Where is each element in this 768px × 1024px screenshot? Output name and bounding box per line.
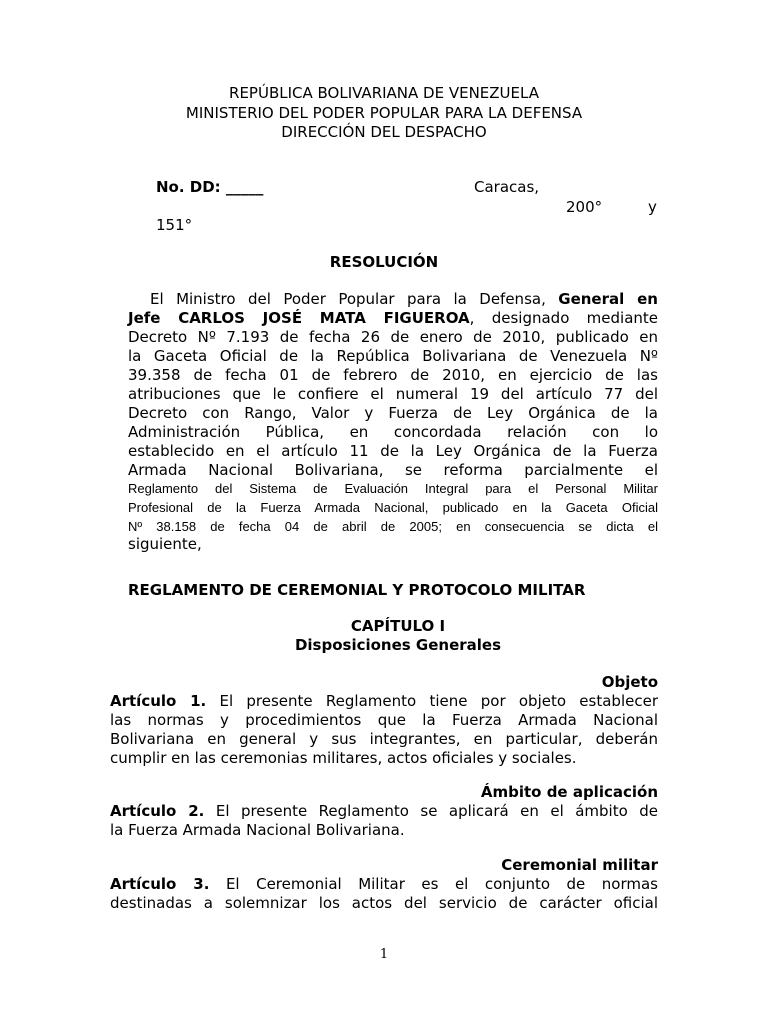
article-line: la Fuerza Armada Nacional Bolivariana. — [110, 821, 405, 839]
preamble-line: la Gaceta Oficial de la República Bolivariana de Venezuela Nº — [128, 347, 658, 365]
preamble-line: Reglamento del Sistema de Evaluación Integral para el Personal Militar — [128, 481, 658, 496]
article-label: Artículo 3. — [110, 875, 210, 893]
preamble-text: , designado mediante — [469, 309, 659, 327]
article-heading: Ceremonial militar — [501, 856, 658, 874]
article-text: El presente Reglamento tiene por objeto establecer — [206, 692, 658, 710]
chapter-name: Disposiciones Generales — [294, 636, 502, 654]
regulation-title: REGLAMENTO DE CEREMONIAL Y PROTOCOLO MILITAR — [128, 581, 586, 599]
year-conjunction: y — [648, 198, 657, 216]
article-line: las normas y procedimientos que la Fuerza Armada Nacional — [110, 711, 658, 729]
preamble-text: El Ministro del Poder Popular para la Defensa, — [150, 290, 559, 308]
preamble-line: Decreto con Rango, Valor y Fuerza de Ley Orgánica de la — [128, 404, 658, 422]
preamble-line — [128, 309, 658, 328]
resolution-number: No. DD: _____ — [156, 178, 264, 196]
preamble-line: atribuciones que le confiere el numeral 19 del artículo 77 del — [128, 385, 658, 403]
resolution-title: RESOLUCIÓN — [329, 253, 439, 271]
preamble-line: siguiente, — [128, 535, 202, 553]
article-line — [110, 802, 658, 821]
place-label: Caracas, — [474, 178, 540, 196]
article-line: destinadas a solemnizar los actos del servicio de carácter oficial — [110, 894, 658, 912]
preamble-line: Administración Pública, en concordada relación con lo — [128, 423, 658, 441]
preamble-line: establecido en el artículo 11 de la Ley Orgánica de la Fuerza — [128, 442, 658, 460]
article-text: El presente Reglamento se aplicará en el ámbito de — [204, 802, 658, 820]
header-ministry: MINISTERIO DEL PODER POPULAR PARA LA DEFENSA — [185, 104, 583, 122]
article-line: cumplir en las ceremonias militares, actos oficiales y sociales. — [110, 749, 577, 767]
year-federation: 151° — [156, 216, 193, 234]
preamble-line: Profesional de la Fuerza Armada Nacional, publicado en la Gaceta Oficial — [128, 500, 658, 515]
preamble-line: Nº 38.158 de fecha 04 de abril de 2005; en consecuencia se dicta el — [128, 519, 658, 534]
page-number: 1 — [379, 947, 389, 962]
article-line: Bolivariana en general y sus integrantes, en particular, deberán — [110, 730, 658, 748]
minister-rank: General en — [558, 290, 658, 308]
chapter-number: CAPÍTULO I — [350, 617, 446, 635]
article-heading: Objeto — [601, 673, 658, 691]
article-label: Artículo 2. — [110, 802, 205, 820]
preamble-line: 39.358 de fecha 01 de febrero de 2010, en ejercicio de las — [128, 366, 658, 384]
header-direction: DIRECCIÓN DEL DESPACHO — [281, 123, 487, 141]
year-independence: 200° — [566, 198, 603, 216]
article-label: Artículo 1. — [110, 692, 207, 710]
article-line — [110, 875, 658, 894]
preamble-line — [150, 290, 658, 309]
preamble-line: Armada Nacional Bolivariana, se reforma parcialmente el — [128, 461, 658, 479]
minister-name: Jefe CARLOS JOSÉ MATA FIGUEROA — [128, 309, 470, 327]
preamble-line: Decreto Nº 7.193 de fecha 26 de enero de 2010, publicado en — [128, 328, 658, 346]
article-heading: Ámbito de aplicación — [480, 783, 658, 801]
article-text: El Ceremonial Militar es el conjunto de normas — [209, 875, 658, 893]
header-republic: REPÚBLICA BOLIVARIANA DE VENEZUELA — [229, 84, 539, 102]
article-line — [110, 692, 658, 711]
